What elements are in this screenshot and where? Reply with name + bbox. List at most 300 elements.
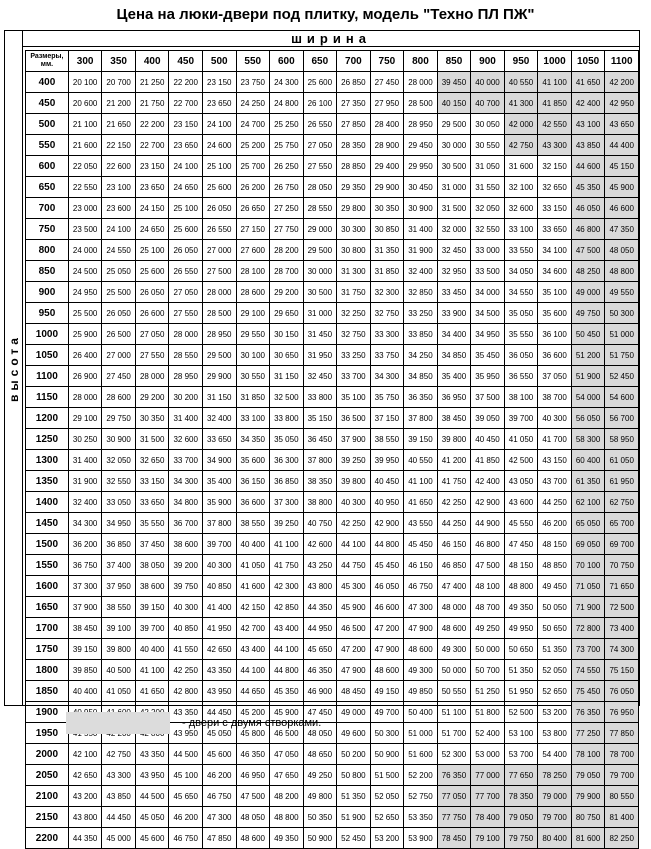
price-cell: 40 150: [437, 93, 471, 114]
price-cell: 24 500: [68, 261, 102, 282]
height-header-cell: 500: [26, 114, 69, 135]
price-cell: 24 300: [270, 72, 304, 93]
price-cell: 31 000: [303, 303, 337, 324]
height-header-cell: 1850: [26, 681, 69, 702]
price-cell: 28 550: [169, 345, 203, 366]
width-header-row: [26, 51, 639, 72]
price-cell: 37 300: [270, 492, 304, 513]
height-header-cell: 2000: [26, 744, 69, 765]
price-cell: 39 100: [102, 618, 136, 639]
price-cell: 44 400: [605, 135, 639, 156]
price-cell: 52 500: [504, 702, 538, 723]
price-cell: 45 000: [102, 828, 136, 849]
price-cell: 42 000: [504, 114, 538, 135]
price-cell: 23 600: [102, 198, 136, 219]
price-cell: 31 500: [437, 198, 471, 219]
price-cell: 47 650: [270, 765, 304, 786]
price-cell: 49 850: [404, 681, 438, 702]
price-cell: 43 350: [169, 702, 203, 723]
price-cell: 52 300: [437, 744, 471, 765]
price-cell: 39 150: [404, 429, 438, 450]
price-cell: 44 800: [270, 660, 304, 681]
price-cell: 32 250: [337, 303, 371, 324]
price-cell: 45 050: [202, 723, 236, 744]
price-cell: 41 100: [270, 534, 304, 555]
price-cell: 38 350: [303, 471, 337, 492]
price-cell: 37 500: [471, 387, 505, 408]
price-cell: 34 950: [102, 513, 136, 534]
price-cell: 43 950: [169, 723, 203, 744]
width-header-cell: 1100: [605, 51, 639, 72]
height-header-cell: 1950: [26, 723, 69, 744]
price-cell: 76 050: [605, 681, 639, 702]
price-cell: 37 900: [68, 597, 102, 618]
price-cell: 31 550: [471, 177, 505, 198]
price-cell: 25 750: [270, 135, 304, 156]
price-cell: 80 400: [538, 828, 572, 849]
price-cell: 50 650: [504, 639, 538, 660]
price-cell: 24 700: [236, 114, 270, 135]
price-cell: 80 550: [605, 786, 639, 807]
price-cell: 42 250: [337, 513, 371, 534]
price-cell: 75 150: [605, 660, 639, 681]
price-cell: 42 750: [102, 744, 136, 765]
price-cell: 28 600: [236, 282, 270, 303]
price-cell: 43 050: [504, 471, 538, 492]
price-cell: 34 900: [202, 450, 236, 471]
price-cell: 38 800: [303, 492, 337, 513]
price-cell: 28 050: [303, 177, 337, 198]
price-cell: 51 950: [504, 681, 538, 702]
price-cell: 46 800: [471, 534, 505, 555]
price-cell: 42 800: [169, 681, 203, 702]
price-cell: 27 450: [102, 366, 136, 387]
price-cell: 77 250: [571, 723, 605, 744]
height-header-cell: 1900: [26, 702, 69, 723]
price-cell: 78 100: [571, 744, 605, 765]
price-cell: 30 650: [270, 345, 304, 366]
price-cell: 41 850: [538, 93, 572, 114]
price-cell: 46 150: [437, 534, 471, 555]
price-cell: 70 100: [571, 555, 605, 576]
price-cell: 47 200: [337, 639, 371, 660]
price-cell: 36 550: [504, 366, 538, 387]
price-cell: 32 850: [404, 282, 438, 303]
price-cell: 80 750: [571, 807, 605, 828]
price-cell: 29 650: [270, 303, 304, 324]
price-cell: 43 400: [270, 618, 304, 639]
price-cell: 48 650: [303, 744, 337, 765]
price-cell: 32 450: [437, 240, 471, 261]
price-cell: 49 950: [504, 618, 538, 639]
price-cell: 79 750: [504, 828, 538, 849]
price-cell: 30 200: [169, 387, 203, 408]
width-header-cell: 750: [370, 51, 404, 72]
price-cell: 28 950: [169, 366, 203, 387]
price-cell: 26 200: [236, 177, 270, 198]
table-row: [26, 156, 639, 177]
price-cell: 36 300: [270, 450, 304, 471]
table-row: [26, 786, 639, 807]
table-row: [26, 744, 639, 765]
price-cell: 29 450: [404, 135, 438, 156]
width-header-cell: 1050: [571, 51, 605, 72]
price-cell: 52 450: [337, 828, 371, 849]
price-cell: 40 300: [538, 408, 572, 429]
price-cell: 33 550: [504, 240, 538, 261]
price-cell: 49 350: [270, 828, 304, 849]
price-cell: 35 950: [471, 366, 505, 387]
price-cell: 48 800: [270, 807, 304, 828]
price-cell: 34 350: [236, 429, 270, 450]
price-cell: 31 400: [404, 219, 438, 240]
price-cell: 40 850: [169, 618, 203, 639]
price-cell: 43 600: [504, 492, 538, 513]
price-cell: 33 100: [236, 408, 270, 429]
price-cell: 26 550: [202, 219, 236, 240]
price-cell: 45 550: [504, 513, 538, 534]
price-cell: 27 000: [102, 345, 136, 366]
price-cell: 23 150: [202, 72, 236, 93]
price-cell: 65 700: [605, 513, 639, 534]
price-cell: 25 500: [102, 282, 136, 303]
table-row: [26, 219, 639, 240]
price-cell: 56 050: [571, 408, 605, 429]
table-row: [26, 450, 639, 471]
price-cell: 35 600: [236, 450, 270, 471]
price-cell: 42 400: [471, 471, 505, 492]
price-cell: 46 900: [303, 681, 337, 702]
price-cell: 27 050: [169, 282, 203, 303]
price-cell: 50 700: [471, 660, 505, 681]
height-header-cell: 1000: [26, 324, 69, 345]
price-cell: 36 700: [169, 513, 203, 534]
price-cell: 31 950: [303, 345, 337, 366]
price-cell: 31 350: [370, 240, 404, 261]
table-row: [26, 177, 639, 198]
price-cell: 43 700: [538, 471, 572, 492]
price-cell: 46 750: [202, 786, 236, 807]
height-header-cell: 850: [26, 261, 69, 282]
price-cell: 25 100: [202, 156, 236, 177]
price-cell: 30 500: [303, 282, 337, 303]
price-cell: 49 000: [571, 282, 605, 303]
price-cell: 30 800: [337, 240, 371, 261]
price-cell: 25 250: [270, 114, 304, 135]
price-cell: 34 550: [504, 282, 538, 303]
price-cell: 21 200: [102, 93, 136, 114]
price-cell: 28 100: [236, 261, 270, 282]
price-cell: 44 100: [270, 639, 304, 660]
price-cell: 32 600: [504, 198, 538, 219]
price-cell: 76 350: [571, 702, 605, 723]
height-header-cell: 2050: [26, 765, 69, 786]
price-cell: 29 200: [135, 387, 169, 408]
price-cell: 48 250: [571, 261, 605, 282]
height-header-cell: 1800: [26, 660, 69, 681]
price-cell: 48 800: [605, 261, 639, 282]
price-cell: 29 800: [337, 198, 371, 219]
width-header-cell: 550: [236, 51, 270, 72]
price-cell: 61 050: [605, 450, 639, 471]
table-row: [26, 366, 639, 387]
table-row: [26, 681, 639, 702]
price-cell: 33 300: [370, 324, 404, 345]
price-cell: 37 800: [303, 450, 337, 471]
price-cell: 23 750: [236, 72, 270, 93]
price-cell: 25 200: [236, 135, 270, 156]
price-cell: 31 450: [303, 324, 337, 345]
price-cell: 28 400: [370, 114, 404, 135]
price-cell: 29 100: [236, 303, 270, 324]
price-cell: 53 700: [504, 744, 538, 765]
height-axis-label: высота: [5, 31, 23, 705]
price-cell: 73 400: [605, 618, 639, 639]
price-cell: 24 950: [68, 282, 102, 303]
price-cell: 26 900: [68, 366, 102, 387]
height-header-cell: 800: [26, 240, 69, 261]
price-cell: 27 750: [270, 219, 304, 240]
height-header-cell: 400: [26, 72, 69, 93]
height-header-cell: 1500: [26, 534, 69, 555]
price-cell: 40 300: [169, 597, 203, 618]
height-header-cell: 1650: [26, 597, 69, 618]
price-cell: 30 000: [437, 135, 471, 156]
price-cell: 79 100: [471, 828, 505, 849]
price-cell: 28 000: [404, 72, 438, 93]
price-cell: 51 750: [605, 345, 639, 366]
price-cell: 45 650: [169, 786, 203, 807]
price-cell: 39 250: [270, 513, 304, 534]
price-cell: 44 600: [571, 156, 605, 177]
price-cell: 32 750: [337, 324, 371, 345]
price-cell: 33 850: [404, 324, 438, 345]
price-cell: 33 100: [504, 219, 538, 240]
price-cell: 53 350: [404, 807, 438, 828]
price-cell: 20 700: [102, 72, 136, 93]
price-cell: 75 450: [571, 681, 605, 702]
price-cell: 48 000: [437, 597, 471, 618]
price-cell: 24 100: [102, 219, 136, 240]
price-cell: 43 300: [538, 135, 572, 156]
price-cell: 40 750: [303, 513, 337, 534]
height-header-cell: 650: [26, 177, 69, 198]
price-cell: 46 500: [270, 723, 304, 744]
table-row: [26, 597, 639, 618]
price-cell: 47 050: [270, 744, 304, 765]
price-cell: 30 150: [270, 324, 304, 345]
price-cell: 43 950: [135, 765, 169, 786]
price-cell: 39 700: [202, 534, 236, 555]
price-cell: 71 050: [571, 576, 605, 597]
price-cell: 30 350: [370, 198, 404, 219]
height-header-cell: 1450: [26, 513, 69, 534]
price-cell: 39 700: [504, 408, 538, 429]
table-row: [26, 765, 639, 786]
width-header-cell: 450: [169, 51, 203, 72]
price-cell: 42 250: [437, 492, 471, 513]
price-cell: 40 300: [202, 555, 236, 576]
price-cell: 74 550: [571, 660, 605, 681]
price-cell: 34 850: [404, 366, 438, 387]
price-cell: 43 800: [68, 807, 102, 828]
price-cell: 27 950: [370, 93, 404, 114]
price-cell: 22 200: [169, 72, 203, 93]
price-cell: 37 950: [102, 576, 136, 597]
price-cell: 22 150: [102, 135, 136, 156]
price-cell: 37 050: [538, 366, 572, 387]
table-row: [26, 303, 639, 324]
price-cell: 34 300: [68, 513, 102, 534]
price-cell: 35 050: [504, 303, 538, 324]
price-cell: 29 550: [236, 324, 270, 345]
price-cell: 29 400: [370, 156, 404, 177]
table-row: [26, 72, 639, 93]
table-row: [26, 534, 639, 555]
price-cell: 32 400: [404, 261, 438, 282]
price-cell: 26 550: [169, 261, 203, 282]
price-cell: 45 300: [337, 576, 371, 597]
price-cell: 26 600: [135, 303, 169, 324]
price-cell: 47 200: [370, 618, 404, 639]
price-cell: 34 950: [471, 324, 505, 345]
table-row: [26, 408, 639, 429]
price-cell: 39 450: [437, 72, 471, 93]
price-cell: 52 050: [538, 660, 572, 681]
price-cell: 31 150: [202, 387, 236, 408]
price-cell: 51 350: [337, 786, 371, 807]
price-cell: 30 550: [236, 366, 270, 387]
price-cell: 45 800: [236, 723, 270, 744]
price-cell: 58 950: [605, 429, 639, 450]
price-cell: 50 650: [538, 618, 572, 639]
price-cell: 51 200: [571, 345, 605, 366]
price-cell: 41 050: [504, 429, 538, 450]
price-cell: 35 100: [538, 282, 572, 303]
price-cell: 51 600: [404, 744, 438, 765]
price-cell: 50 000: [471, 639, 505, 660]
price-cell: 36 600: [538, 345, 572, 366]
table-row: [26, 618, 639, 639]
price-cell: 50 300: [370, 723, 404, 744]
price-cell: 30 300: [337, 219, 371, 240]
price-cell: 40 550: [404, 450, 438, 471]
price-cell: 26 100: [303, 93, 337, 114]
width-axis-label: ширина: [23, 31, 639, 47]
price-cell: 35 600: [538, 303, 572, 324]
price-cell: 23 650: [169, 135, 203, 156]
price-cell: 39 700: [135, 618, 169, 639]
price-cell: 48 050: [605, 240, 639, 261]
price-cell: 50 450: [571, 324, 605, 345]
table-row: [26, 471, 639, 492]
price-cell: 32 750: [370, 303, 404, 324]
price-cell: 36 200: [68, 534, 102, 555]
price-cell: 81 400: [605, 807, 639, 828]
table-row: [26, 492, 639, 513]
price-cell: 45 150: [605, 156, 639, 177]
price-cell: 34 800: [169, 492, 203, 513]
price-cell: 45 350: [270, 681, 304, 702]
price-cell: 27 850: [337, 114, 371, 135]
price-cell: 28 000: [169, 324, 203, 345]
price-cell: 35 450: [471, 345, 505, 366]
price-cell: 40 550: [504, 72, 538, 93]
price-cell: 48 600: [404, 639, 438, 660]
price-cell: 65 050: [571, 513, 605, 534]
price-cell: 35 750: [370, 387, 404, 408]
price-cell: 28 500: [202, 303, 236, 324]
price-cell: 26 550: [303, 114, 337, 135]
table-row: [26, 555, 639, 576]
price-cell: 39 150: [68, 639, 102, 660]
price-cell: 50 000: [437, 660, 471, 681]
table-row: [26, 261, 639, 282]
price-cell: 35 550: [135, 513, 169, 534]
price-cell: 69 700: [605, 534, 639, 555]
price-cell: 62 100: [571, 492, 605, 513]
price-cell: 32 000: [437, 219, 471, 240]
price-cell: 36 100: [538, 324, 572, 345]
price-cell: 32 600: [169, 429, 203, 450]
price-cell: 50 200: [337, 744, 371, 765]
price-cell: 28 950: [202, 324, 236, 345]
price-cell: 26 050: [102, 303, 136, 324]
price-cell: 27 450: [370, 72, 404, 93]
price-cell: 31 900: [404, 240, 438, 261]
price-cell: 26 850: [337, 72, 371, 93]
price-cell: 41 550: [169, 639, 203, 660]
price-cell: 76 950: [605, 702, 639, 723]
price-cell: 41 950: [202, 618, 236, 639]
price-cell: 27 050: [303, 135, 337, 156]
price-cell: 29 500: [202, 345, 236, 366]
price-cell: 44 350: [303, 597, 337, 618]
price-cell: 48 050: [236, 807, 270, 828]
price-cell: 51 900: [337, 807, 371, 828]
width-header-cell: 650: [303, 51, 337, 72]
price-cell: 52 450: [605, 366, 639, 387]
price-cell: 27 250: [270, 198, 304, 219]
price-cell: 50 550: [437, 681, 471, 702]
price-cell: 25 900: [68, 324, 102, 345]
price-cell: 29 500: [437, 114, 471, 135]
price-cell: 41 100: [404, 471, 438, 492]
price-cell: 43 300: [102, 765, 136, 786]
table-row: [26, 345, 639, 366]
price-cell: 35 100: [337, 387, 371, 408]
price-cell: 23 500: [68, 219, 102, 240]
price-cell: 31 900: [68, 471, 102, 492]
price-cell: 30 100: [236, 345, 270, 366]
price-cell: 20 100: [68, 72, 102, 93]
height-header-cell: 1300: [26, 450, 69, 471]
price-cell: 36 750: [68, 555, 102, 576]
price-cell: 47 900: [404, 618, 438, 639]
price-cell: 34 050: [504, 261, 538, 282]
price-cell: 28 000: [68, 387, 102, 408]
price-cell: 27 550: [135, 345, 169, 366]
price-cell: 38 550: [370, 429, 404, 450]
price-cell: 48 450: [337, 681, 371, 702]
price-cell: 43 800: [303, 576, 337, 597]
price-cell: 41 050: [102, 681, 136, 702]
price-cell: 38 050: [135, 555, 169, 576]
table-row: [26, 135, 639, 156]
price-cell: 41 750: [437, 471, 471, 492]
price-cell: 31 300: [337, 261, 371, 282]
price-cell: 34 850: [437, 345, 471, 366]
